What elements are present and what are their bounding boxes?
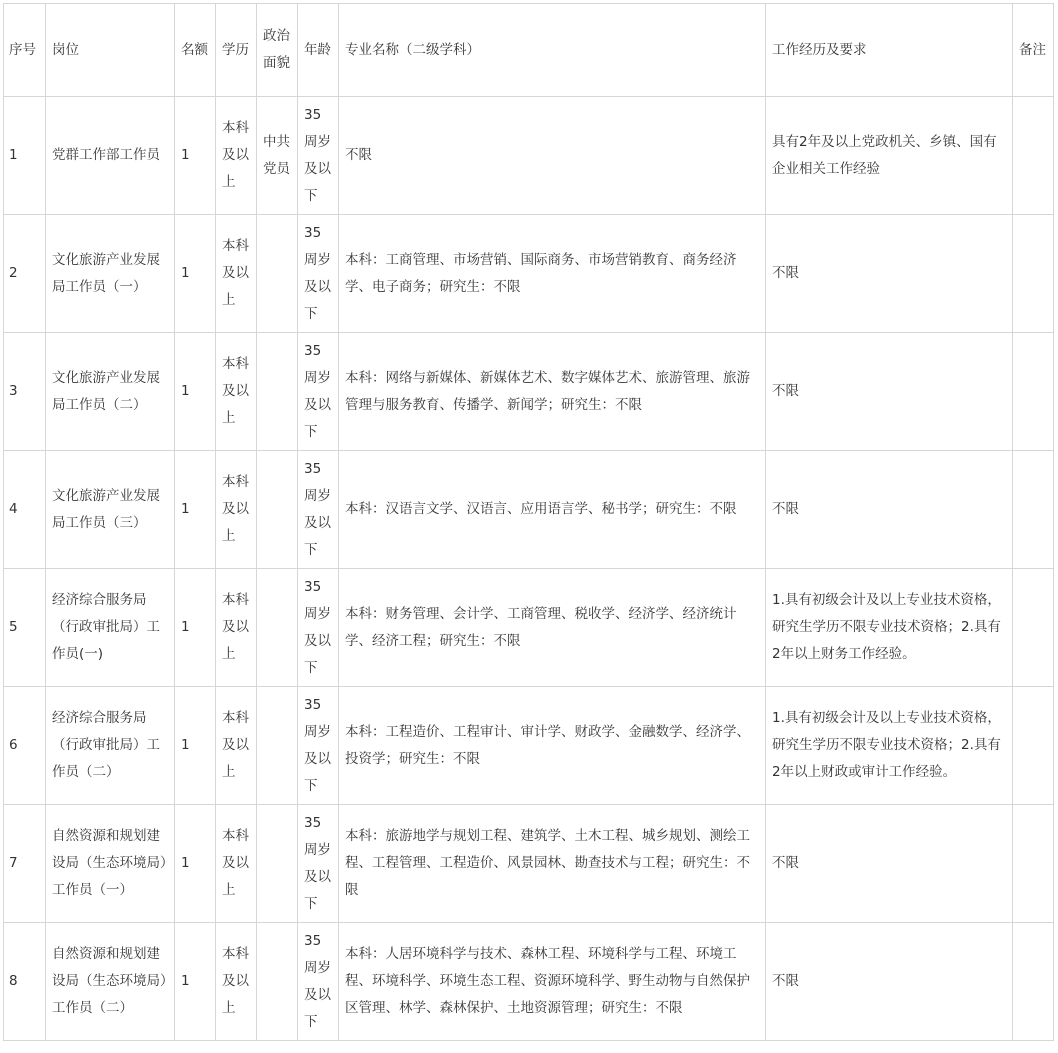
cell-quota: 1 [175,805,216,923]
cell-age: 35周岁及以下 [298,569,339,687]
table-row [4,451,1054,569]
cell-remark [1013,569,1054,687]
header-seq: 序号 [4,4,46,97]
cell-age: 35周岁及以下 [298,805,339,923]
cell-remark [1013,215,1054,333]
cell-education: 本科及以上 [216,333,257,451]
cell-seq: 4 [4,451,46,569]
cell-quota: 1 [175,923,216,1041]
table-row [4,805,1054,923]
cell-experience: 不限 [766,333,1013,451]
cell-education: 本科及以上 [216,687,257,805]
cell-post: 自然资源和规划建设局（生态环境局）工作员（一） [46,805,175,923]
header-education: 学历 [216,4,257,97]
cell-remark [1013,805,1054,923]
cell-major: 本科：人居环境科学与技术、森林工程、环境科学与工程、环境工程、环境科学、环境生态工程、资源环境科学、野生动物与自然保护区管理、林学、森林保护、土地资源管理；研究生：不限 [339,923,766,1041]
table-header-row [4,4,1054,97]
cell-experience: 不限 [766,805,1013,923]
cell-age: 35周岁及以下 [298,687,339,805]
cell-age: 35周岁及以下 [298,97,339,215]
cell-political [257,923,298,1041]
cell-political [257,215,298,333]
cell-experience: 不限 [766,451,1013,569]
cell-post: 经济综合服务局（行政审批局）工作员(一) [46,569,175,687]
cell-age: 35周岁及以下 [298,923,339,1041]
cell-seq: 5 [4,569,46,687]
cell-post: 经济综合服务局（行政审批局）工作员（二） [46,687,175,805]
table-row [4,569,1054,687]
cell-post: 党群工作部工作员 [46,97,175,215]
cell-quota: 1 [175,333,216,451]
cell-quota: 1 [175,687,216,805]
cell-post: 文化旅游产业发展局工作员（一） [46,215,175,333]
cell-quota: 1 [175,569,216,687]
cell-experience: 具有2年及以上党政机关、乡镇、国有企业相关工作经验 [766,97,1013,215]
cell-major: 不限 [339,97,766,215]
cell-political [257,451,298,569]
cell-major: 本科：工程造价、工程审计、审计学、财政学、金融数学、经济学、投资学；研究生：不限 [339,687,766,805]
header-major: 专业名称（二级学科） [339,4,766,97]
cell-seq: 1 [4,97,46,215]
header-age: 年龄 [298,4,339,97]
cell-experience: 1.具有初级会计及以上专业技术资格，研究生学历不限专业技术资格；2.具有2年以上财务工作经验。 [766,569,1013,687]
cell-experience: 1.具有初级会计及以上专业技术资格，研究生学历不限专业技术资格；2.具有2年以上财政或审计工作经验。 [766,687,1013,805]
cell-education: 本科及以上 [216,569,257,687]
cell-age: 35周岁及以下 [298,451,339,569]
cell-education: 本科及以上 [216,215,257,333]
cell-major: 本科：网络与新媒体、新媒体艺术、数字媒体艺术、旅游管理、旅游管理与服务教育、传播学、新闻学；研究生：不限 [339,333,766,451]
table-row [4,215,1054,333]
cell-political [257,687,298,805]
cell-remark [1013,333,1054,451]
table-row [4,333,1054,451]
table-row [4,97,1054,215]
cell-political [257,805,298,923]
cell-remark [1013,687,1054,805]
cell-quota: 1 [175,451,216,569]
cell-education: 本科及以上 [216,923,257,1041]
cell-experience: 不限 [766,923,1013,1041]
cell-quota: 1 [175,215,216,333]
cell-major: 本科：财务管理、会计学、工商管理、税收学、经济学、经济统计学、经济工程；研究生：不限 [339,569,766,687]
cell-post: 文化旅游产业发展局工作员（三） [46,451,175,569]
cell-major: 本科：工商管理、市场营销、国际商务、市场营销教育、商务经济学、电子商务；研究生：不限 [339,215,766,333]
cell-major: 本科：汉语言文学、汉语言、应用语言学、秘书学；研究生：不限 [339,451,766,569]
cell-seq: 3 [4,333,46,451]
cell-seq: 2 [4,215,46,333]
header-remark: 备注 [1013,4,1054,97]
cell-political [257,569,298,687]
cell-quota: 1 [175,97,216,215]
cell-seq: 8 [4,923,46,1041]
table-row [4,923,1054,1041]
cell-age: 35周岁及以下 [298,215,339,333]
cell-seq: 7 [4,805,46,923]
header-political: 政治面貌 [257,4,298,97]
header-experience: 工作经历及要求 [766,4,1013,97]
cell-experience: 不限 [766,215,1013,333]
cell-age: 35周岁及以下 [298,333,339,451]
cell-post: 文化旅游产业发展局工作员（二） [46,333,175,451]
recruitment-table [3,3,1054,1041]
header-quota: 名额 [175,4,216,97]
header-post: 岗位 [46,4,175,97]
cell-remark [1013,923,1054,1041]
cell-education: 本科及以上 [216,451,257,569]
cell-major: 本科：旅游地学与规划工程、建筑学、土木工程、城乡规划、测绘工程、工程管理、工程造价、风景园林、勘查技术与工程；研究生：不限 [339,805,766,923]
cell-remark [1013,97,1054,215]
cell-education: 本科及以上 [216,805,257,923]
cell-post: 自然资源和规划建设局（生态环境局）工作员（二） [46,923,175,1041]
cell-political [257,333,298,451]
table-row [4,687,1054,805]
cell-seq: 6 [4,687,46,805]
cell-political: 中共党员 [257,97,298,215]
cell-education: 本科及以上 [216,97,257,215]
cell-remark [1013,451,1054,569]
